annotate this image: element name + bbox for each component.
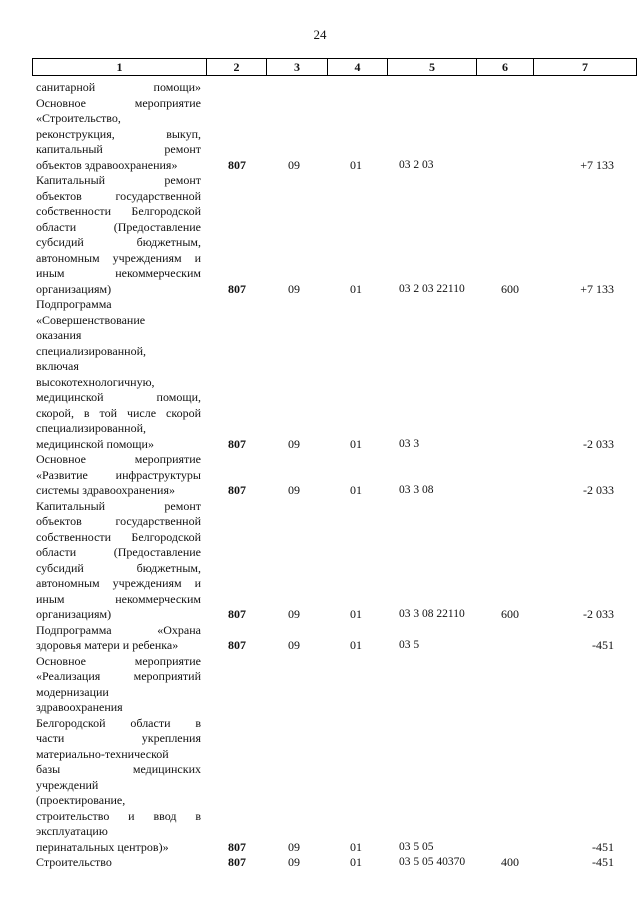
row-name-line: модернизации (36, 684, 109, 699)
table-row (0, 855, 640, 871)
row-name-line: объектов государственной (36, 188, 201, 203)
row-name-line: области (Предоставление (36, 219, 201, 234)
row-name-line: Подпрограмма (36, 297, 112, 311)
cell-c4: 01 (350, 436, 362, 451)
row-name-line: скорой, в той числе скорой (36, 405, 201, 420)
cell-c4: 01 (350, 157, 362, 172)
row-name-line: организациям) (36, 607, 112, 621)
table-row (0, 623, 640, 654)
cell-c3: 09 (288, 157, 300, 172)
cell-c5: 03 2 03 22110 (399, 282, 465, 295)
page-number: 24 (313, 27, 327, 42)
cell-c7: -451 (592, 638, 614, 652)
table-row (0, 80, 640, 173)
cell-c7: -451 (592, 855, 614, 869)
cell-c7: +7 133 (580, 157, 614, 172)
cell-c3: 09 (288, 638, 300, 652)
row-name-line: капитальный ремонт (36, 142, 201, 156)
cell-c2: 807 (228, 483, 246, 497)
row-name (36, 855, 201, 871)
header-col-6: 6 (477, 59, 534, 75)
cell-c5: 03 5 05 40370 (399, 856, 466, 868)
cell-c5: 03 5 (399, 639, 420, 651)
cell-c2: 807 (228, 157, 246, 172)
row-name-line: высокотехнологичную, (36, 374, 155, 389)
row-name-line: реконструкция, выкуп, (36, 126, 201, 141)
cell-c5: 03 3 08 22110 (399, 608, 465, 620)
cell-c2: 807 (228, 839, 246, 854)
row-name-line: «Совершенствование (36, 312, 146, 327)
row-name-line: автономным учреждениям и (36, 576, 201, 590)
row-name-line: объектов государственной (36, 514, 201, 528)
cell-c6: 400 (501, 855, 519, 869)
row-name-line: Капитальный ремонт (36, 173, 201, 187)
table-row (0, 499, 640, 623)
row-name (36, 173, 201, 297)
row-name-line: субсидий бюджетным, (36, 235, 201, 249)
cell-c5: 03 3 (399, 437, 420, 450)
header-col-4: 4 (328, 59, 388, 75)
table-row (0, 654, 640, 856)
row-name-line: Строительство (36, 855, 112, 869)
row-name-line: здравоохранения (36, 700, 123, 714)
header-col-3: 3 (267, 59, 328, 75)
row-name-line: организациям) (36, 281, 112, 296)
row-name-line: «Развитие инфраструктуры (36, 467, 201, 482)
table-row (0, 452, 640, 499)
cell-c6: 600 (501, 607, 519, 621)
table-header (32, 58, 637, 76)
cell-c3: 09 (288, 436, 300, 451)
row-name-line: строительство и ввод в (36, 808, 201, 823)
row-name-line: эксплуатацию (36, 824, 108, 838)
cell-c5: 03 2 03 (399, 158, 434, 171)
row-name-line: иным некоммерческим (36, 591, 201, 606)
row-name-line: Основное мероприятие (36, 452, 201, 466)
cell-c2: 807 (228, 855, 246, 869)
row-name-line: включая (36, 359, 79, 373)
row-name-line: санитарной помощи» (36, 80, 201, 94)
row-name-line: специализированной, (36, 343, 147, 358)
row-name (36, 80, 201, 173)
row-name-line: Белгородской области в (36, 715, 201, 730)
row-name-line: здоровья матери и ребенка» (36, 638, 179, 652)
cell-c3: 09 (288, 483, 300, 497)
row-name-line: медицинской помощи, (36, 390, 201, 404)
row-name-line: учреждений (36, 777, 99, 792)
header-col-2: 2 (207, 59, 267, 75)
row-name (36, 623, 201, 654)
row-name-line: медицинской помощи» (36, 436, 154, 451)
cell-c2: 807 (228, 607, 246, 621)
row-name-line: системы здравоохранения» (36, 483, 175, 497)
row-name-line: субсидий бюджетным, (36, 560, 201, 575)
cell-c3: 09 (288, 855, 300, 869)
row-name-line: иным некоммерческим (36, 266, 201, 280)
cell-c5: 03 5 05 (399, 840, 434, 853)
cell-c7: +7 133 (580, 281, 614, 296)
cell-c2: 807 (228, 281, 246, 296)
row-name-line: базы медицинских (36, 762, 201, 776)
cell-c7: -2 033 (583, 436, 614, 451)
cell-c4: 01 (350, 483, 362, 497)
cell-c4: 01 (350, 638, 362, 652)
row-name (36, 654, 201, 856)
row-name-line: объектов здравоохранения» (36, 157, 178, 172)
cell-c4: 01 (350, 281, 362, 296)
cell-c3: 09 (288, 839, 300, 854)
cell-c5: 03 3 08 (399, 484, 434, 496)
row-name (36, 297, 201, 452)
row-name-line: автономным учреждениям и (36, 250, 201, 265)
cell-c7: -2 033 (583, 483, 614, 497)
cell-c6: 600 (501, 281, 519, 296)
cell-c3: 09 (288, 281, 300, 296)
header-col-7: 7 (582, 59, 588, 74)
cell-c4: 01 (350, 855, 362, 869)
row-name-line: собственности Белгородской (36, 529, 201, 544)
row-name-line: Основное мероприятие (36, 95, 201, 110)
row-name-line: области (Предоставление (36, 545, 201, 559)
cell-c7: -2 033 (583, 607, 614, 621)
table-row (0, 173, 640, 297)
row-name (36, 452, 201, 499)
cell-c4: 01 (350, 607, 362, 621)
row-name (36, 499, 201, 623)
cell-c7: -451 (592, 839, 614, 854)
row-name-line: части укрепления (36, 731, 201, 745)
row-name-line: Капитальный ремонт (36, 498, 201, 513)
cell-c2: 807 (228, 436, 246, 451)
row-name-line: специализированной, (36, 421, 147, 435)
cell-c3: 09 (288, 607, 300, 621)
row-name-line: «Строительство, (36, 111, 121, 125)
row-name-line: материально-технической (36, 746, 169, 761)
cell-c2: 807 (228, 638, 246, 652)
header-col-5: 5 (388, 59, 477, 75)
row-name-line: Основное мероприятие (36, 653, 201, 668)
cell-c4: 01 (350, 839, 362, 854)
row-name-line: оказания (36, 328, 82, 342)
table-row (0, 297, 640, 452)
row-name-line: Подпрограмма «Охрана (36, 622, 201, 637)
row-name-line: перинатальных центров)» (36, 839, 169, 854)
row-name-line: собственности Белгородской (36, 204, 201, 218)
row-name-line: (проектирование, (36, 793, 126, 807)
header-col-1: 1 (33, 59, 207, 75)
row-name-line: «Реализация мероприятий (36, 669, 201, 683)
